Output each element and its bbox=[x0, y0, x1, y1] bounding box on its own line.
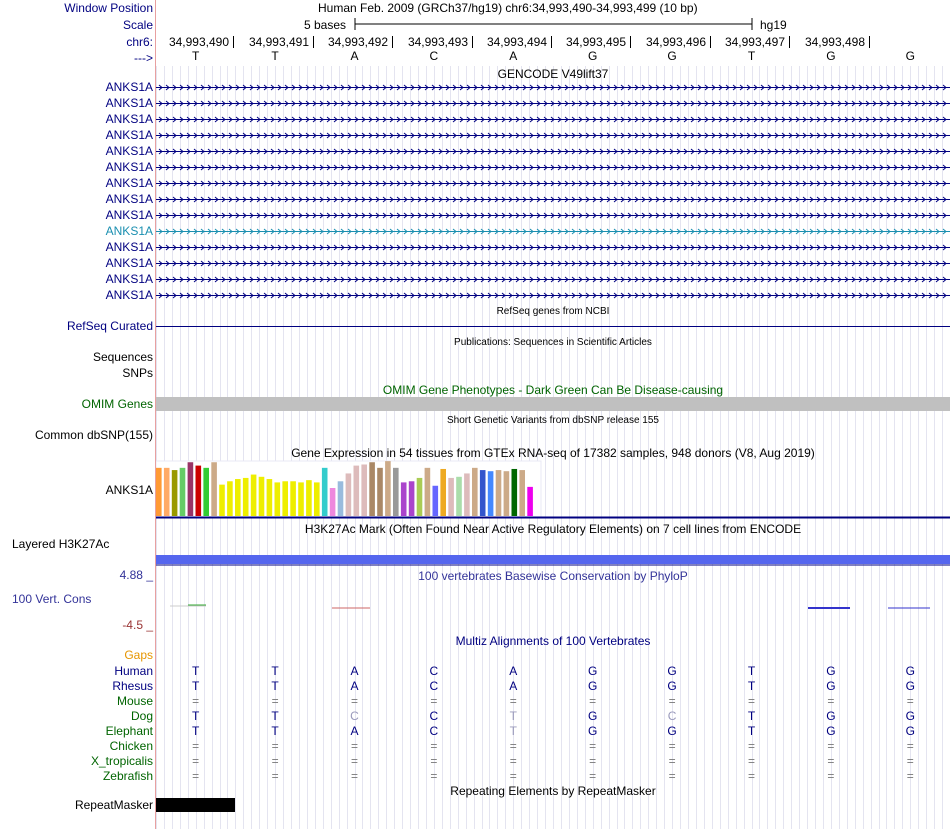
position-label: 34,993,490 bbox=[168, 35, 229, 49]
alignment-base: C bbox=[429, 724, 439, 738]
alignment-base: T bbox=[271, 664, 279, 678]
alignment-base: = bbox=[271, 694, 279, 708]
gtex-bar bbox=[259, 477, 265, 516]
alignment-base: = bbox=[192, 769, 200, 783]
alignment-base: G bbox=[905, 664, 915, 678]
alignment-base: G bbox=[826, 709, 836, 723]
gene-label[interactable]: ANKS1A bbox=[105, 208, 153, 222]
gtex-bar bbox=[282, 481, 288, 516]
refseq-title: RefSeq genes from NCBI bbox=[496, 306, 610, 317]
alignment-base: G bbox=[826, 664, 836, 678]
gtex-bar bbox=[464, 473, 470, 516]
species-label[interactable]: Human bbox=[114, 664, 153, 678]
gtex-bar bbox=[298, 482, 304, 516]
window-position-label[interactable]: Window Position bbox=[64, 1, 153, 15]
gtex-bar bbox=[314, 482, 320, 516]
species-label[interactable]: Mouse bbox=[116, 694, 153, 708]
alignment-base: = bbox=[668, 739, 676, 753]
alignment-base: = bbox=[747, 769, 756, 783]
alignment-base: = bbox=[906, 739, 914, 753]
alignment-base: = bbox=[271, 769, 279, 783]
gaps-label[interactable]: Gaps bbox=[124, 648, 153, 662]
position-label: 34,993,492 bbox=[327, 35, 388, 49]
base-label: A bbox=[509, 49, 518, 63]
gtex-bar bbox=[188, 462, 194, 516]
gtex-bar bbox=[512, 469, 518, 516]
alignment-base: = bbox=[271, 739, 279, 753]
alignment-base: G bbox=[667, 664, 677, 678]
sequences-label[interactable]: Sequences bbox=[92, 350, 153, 364]
position-label: 34,993,494 bbox=[486, 35, 547, 49]
gtex-bar bbox=[172, 470, 178, 516]
h3k27ac-signal bbox=[156, 555, 950, 564]
position-label: 34,993,496 bbox=[645, 35, 706, 49]
base-label: T bbox=[271, 49, 279, 63]
gtex-bar bbox=[393, 468, 399, 516]
gene-label[interactable]: ANKS1A bbox=[105, 144, 153, 158]
alignment-base: = bbox=[668, 754, 676, 768]
alignment-base: C bbox=[350, 709, 359, 723]
gtex-bar bbox=[180, 468, 186, 516]
chrom-label[interactable]: chr6: bbox=[126, 35, 153, 49]
gtex-bar bbox=[401, 482, 407, 516]
gtex-bar bbox=[433, 486, 439, 516]
alignment-base: A bbox=[350, 724, 359, 738]
gtex-bar bbox=[377, 468, 383, 516]
gtex-bar bbox=[322, 468, 328, 516]
base-label: G bbox=[905, 49, 915, 63]
alignment-base: G bbox=[826, 679, 836, 693]
gtex-bar bbox=[504, 471, 510, 516]
gtex-bar bbox=[448, 478, 454, 516]
alignment-base: = bbox=[192, 739, 200, 753]
gencode-title: GENCODE V49lift37 bbox=[497, 67, 609, 81]
multiz-title: Multiz Alignments of 100 Vertebrates bbox=[455, 634, 651, 648]
alignment-base: = bbox=[430, 739, 438, 753]
phylop-title: 100 vertebrates Basewise Conservation by PhyloP bbox=[418, 569, 688, 583]
alignment-base: = bbox=[192, 754, 200, 768]
alignment-base: = bbox=[747, 754, 756, 768]
alignment-base: G bbox=[588, 679, 598, 693]
gtex-bar bbox=[330, 488, 336, 516]
position-label: 34,993,495 bbox=[565, 35, 626, 49]
gtex-bar bbox=[354, 466, 360, 516]
omim-gene-bar bbox=[156, 397, 950, 411]
alignment-base: G bbox=[588, 709, 598, 723]
alignment-base: = bbox=[192, 694, 200, 708]
gene-label[interactable]: ANKS1A bbox=[105, 96, 153, 110]
gtex-bar bbox=[425, 468, 431, 516]
base-label: G bbox=[588, 49, 598, 63]
alignment-base: T bbox=[192, 709, 200, 723]
gene-label[interactable]: ANKS1A bbox=[105, 80, 153, 94]
gtex-title: Gene Expression in 54 tissues from GTEx RNA-seq of 17382 samples, 948 donors (V8, Aug 2019) bbox=[291, 446, 815, 460]
gtex-bar bbox=[196, 466, 202, 516]
track-labels bbox=[0, 0, 156, 829]
alignment-base: T bbox=[271, 709, 279, 723]
alignment-base: C bbox=[667, 709, 677, 723]
gene-label[interactable]: ANKS1A bbox=[105, 240, 153, 254]
gtex-bar bbox=[267, 479, 273, 516]
repeatmasker-element bbox=[156, 798, 235, 812]
refseq-label[interactable]: RefSeq Curated bbox=[66, 319, 153, 333]
alignment-base: G bbox=[588, 724, 598, 738]
alignment-base: = bbox=[668, 769, 676, 783]
gtex-bar bbox=[440, 469, 446, 516]
alignment-base: = bbox=[747, 694, 756, 708]
base-label: G bbox=[667, 49, 677, 63]
gene-label[interactable]: ANKS1A bbox=[105, 128, 153, 142]
publications-title: Publications: Sequences in Scientific Articles bbox=[454, 337, 652, 348]
gene-label[interactable]: ANKS1A bbox=[105, 160, 153, 174]
base-label: G bbox=[826, 49, 836, 63]
alignment-base: = bbox=[827, 694, 835, 708]
gene-label[interactable]: ANKS1A bbox=[105, 256, 153, 270]
species-label[interactable]: Chicken bbox=[109, 739, 153, 753]
alignment-base: T bbox=[271, 679, 279, 693]
alignment-base: = bbox=[350, 739, 359, 753]
gtex-bar bbox=[290, 481, 296, 516]
scale-text: 5 bases bbox=[304, 18, 347, 32]
repeatmasker-label[interactable]: RepeatMasker bbox=[74, 798, 153, 812]
gtex-bar bbox=[211, 462, 217, 516]
alignment-base: = bbox=[350, 694, 359, 708]
gene-label[interactable]: ANKS1A bbox=[105, 176, 153, 190]
phylop-max-label: 4.88 _ bbox=[119, 568, 153, 582]
gtex-bar bbox=[496, 470, 502, 516]
alignment-base: G bbox=[667, 679, 677, 693]
gene-label[interactable]: ANKS1A bbox=[105, 288, 153, 302]
alignment-base: T bbox=[747, 724, 756, 738]
dbsnp-title: Short Genetic Variants from dbSNP release 155 bbox=[447, 415, 659, 426]
position-label: 34,993,498 bbox=[804, 35, 865, 49]
alignment-base: = bbox=[747, 739, 756, 753]
assembly-position: Human Feb. 2009 (GRCh37/hg19) chr6:34,993,490-34,993,499 (10 bp) bbox=[318, 1, 698, 15]
alignment-base: = bbox=[906, 769, 914, 783]
omim-title: OMIM Gene Phenotypes - Dark Green Can Be Disease-causing bbox=[382, 383, 724, 397]
species-label[interactable]: Rhesus bbox=[112, 679, 153, 693]
gtex-bar bbox=[417, 478, 423, 516]
track-canvas[interactable] bbox=[156, 0, 950, 829]
gtex-bar bbox=[227, 481, 233, 516]
position-label: 34,993,491 bbox=[248, 35, 309, 49]
gtex-bar bbox=[338, 481, 344, 516]
gene-label[interactable]: ANKS1A bbox=[105, 272, 153, 286]
gtex-label[interactable]: ANKS1A bbox=[105, 483, 153, 497]
gtex-bar bbox=[361, 464, 367, 516]
dbsnp-label[interactable]: Common dbSNP(155) bbox=[34, 428, 153, 442]
gtex-bar bbox=[346, 473, 352, 516]
alignment-base: G bbox=[905, 679, 915, 693]
gene-label[interactable]: ANKS1A bbox=[105, 224, 153, 238]
alignment-base: = bbox=[509, 769, 517, 783]
alignment-base: T bbox=[192, 679, 200, 693]
alignment-base: = bbox=[509, 739, 517, 753]
alignment-base: C bbox=[429, 679, 439, 693]
alignment-base: = bbox=[350, 754, 359, 768]
alignment-base: A bbox=[350, 679, 359, 693]
gene-label[interactable]: ANKS1A bbox=[105, 192, 153, 206]
alignment-base: T bbox=[192, 664, 200, 678]
strand-label[interactable]: ---> bbox=[134, 51, 153, 65]
gtex-bar bbox=[488, 471, 494, 516]
alignment-base: = bbox=[430, 694, 438, 708]
alignment-base: T bbox=[192, 724, 200, 738]
alignment-base: = bbox=[827, 754, 835, 768]
gtex-bar bbox=[369, 462, 375, 516]
alignment-base: = bbox=[589, 694, 597, 708]
gene-label[interactable]: ANKS1A bbox=[105, 112, 153, 126]
alignment-base: C bbox=[429, 709, 439, 723]
alignment-base: T bbox=[747, 679, 756, 693]
base-label: A bbox=[350, 49, 359, 63]
alignment-base: = bbox=[589, 769, 597, 783]
phylop-label[interactable]: 100 Vert. Cons bbox=[12, 592, 92, 606]
alignment-base: G bbox=[905, 709, 915, 723]
scale-db: hg19 bbox=[760, 18, 787, 32]
gtex-bar bbox=[275, 482, 281, 516]
repeatmasker-title: Repeating Elements by RepeatMasker bbox=[450, 784, 656, 798]
alignment-base: A bbox=[509, 664, 518, 678]
alignment-base: = bbox=[509, 754, 517, 768]
alignment-base: A bbox=[350, 664, 359, 678]
alignment-base: T bbox=[509, 709, 517, 723]
alignment-base: T bbox=[271, 724, 279, 738]
h3k27ac-label[interactable]: Layered H3K27Ac bbox=[12, 537, 110, 551]
alignment-base: = bbox=[589, 754, 597, 768]
gtex-bar bbox=[219, 485, 225, 516]
position-label: 34,993,497 bbox=[724, 35, 785, 49]
gtex-bar bbox=[243, 478, 249, 516]
alignment-base: T bbox=[747, 664, 756, 678]
alignment-base: G bbox=[826, 724, 836, 738]
gtex-bar bbox=[164, 468, 170, 516]
alignment-base: A bbox=[509, 679, 518, 693]
scale-label[interactable]: Scale bbox=[122, 18, 153, 32]
gtex-bar bbox=[203, 468, 209, 516]
alignment-base: T bbox=[509, 724, 517, 738]
alignment-base: G bbox=[667, 724, 677, 738]
alignment-base: = bbox=[668, 694, 676, 708]
h3k27ac-title: H3K27Ac Mark (Often Found Near Active Regulatory Elements) on 7 cell lines from ENCODE bbox=[304, 522, 802, 536]
alignment-base: T bbox=[747, 709, 756, 723]
alignment-base: G bbox=[905, 724, 915, 738]
base-label: T bbox=[747, 49, 756, 63]
alignment-base: = bbox=[589, 739, 597, 753]
gtex-bar bbox=[385, 461, 391, 516]
species-label[interactable]: X_tropicalis bbox=[90, 754, 153, 768]
alignment-base: = bbox=[509, 694, 517, 708]
gtex-bar bbox=[527, 487, 533, 516]
alignment-base: = bbox=[430, 754, 438, 768]
gtex-bar bbox=[306, 480, 312, 516]
base-label: T bbox=[192, 49, 200, 63]
base-label: C bbox=[429, 49, 439, 63]
species-label[interactable]: Elephant bbox=[105, 724, 153, 738]
gtex-bar bbox=[519, 470, 525, 516]
snps-label[interactable]: SNPs bbox=[122, 366, 153, 380]
species-label[interactable]: Dog bbox=[130, 709, 153, 723]
gtex-bar bbox=[235, 479, 241, 516]
alignment-base: = bbox=[906, 754, 914, 768]
gtex-bar bbox=[472, 468, 478, 516]
alignment-base: = bbox=[430, 769, 438, 783]
alignment-base: = bbox=[350, 769, 359, 783]
phylop-min-label: -4.5 _ bbox=[122, 618, 153, 632]
gtex-bar bbox=[156, 468, 162, 516]
position-label: 34,993,493 bbox=[407, 35, 468, 49]
gtex-bar bbox=[409, 481, 415, 516]
species-label[interactable]: Zebrafish bbox=[102, 769, 153, 783]
alignment-base: = bbox=[827, 769, 835, 783]
omim-label[interactable]: OMIM Genes bbox=[81, 397, 153, 411]
gtex-bar bbox=[251, 475, 257, 516]
alignment-base: G bbox=[588, 664, 598, 678]
gtex-bar bbox=[480, 470, 486, 516]
alignment-base: = bbox=[271, 754, 279, 768]
gtex-bar bbox=[456, 477, 462, 516]
alignment-base: = bbox=[827, 739, 835, 753]
alignment-base: = bbox=[906, 694, 914, 708]
alignment-base: C bbox=[429, 664, 439, 678]
